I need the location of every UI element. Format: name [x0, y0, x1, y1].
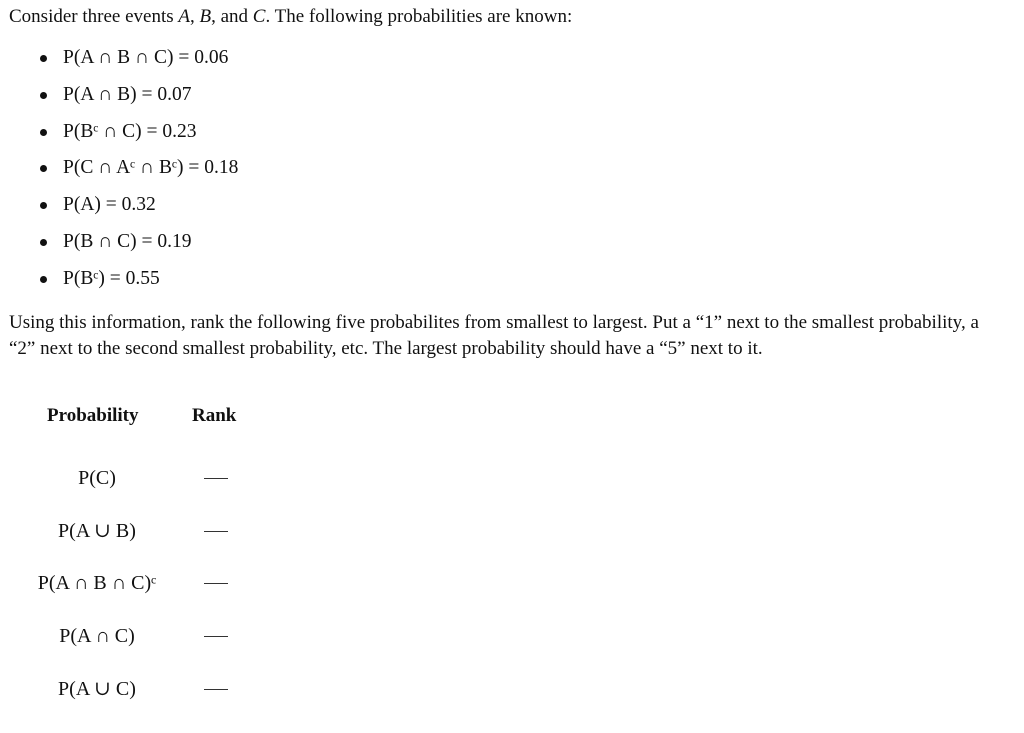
bullet-icon	[40, 276, 47, 283]
probability-expression: P(A ∩ B ∩ C)ᶜ	[37, 572, 157, 594]
known-probability-item	[40, 43, 238, 80]
probability-statement: P(Bᶜ) = 0.55	[63, 267, 160, 289]
ranking-instructions: Using this information, rank the following five probabilites from smallest to largest. Put a “1” next to the smallest probability, a “2” next to the second smallest probability, etc. The largest probability should have a “5” next to it.	[9, 312, 979, 359]
probability-expression: P(A ∪ B)	[58, 520, 136, 542]
known-probability-item	[40, 227, 238, 264]
probability-statement: P(C ∩ Aᶜ ∩ Bᶜ) = 0.18	[63, 157, 239, 179]
known-probabilities-list	[40, 43, 238, 301]
bullet-icon	[40, 129, 47, 136]
known-probability-item	[40, 117, 238, 154]
rank-blank[interactable]	[204, 478, 228, 479]
bullet-icon	[40, 239, 47, 246]
known-probability-item	[40, 264, 238, 301]
probability-statement: P(B ∩ C) = 0.19	[63, 230, 192, 252]
ranking-row	[0, 516, 300, 556]
ranking-row	[0, 674, 300, 714]
probability-statement: P(A) = 0.32	[63, 194, 156, 216]
probability-expression: P(A ∪ C)	[58, 678, 136, 700]
rank-blank[interactable]	[204, 689, 228, 690]
probability-expression: P(C)	[78, 467, 116, 489]
probability-statement: P(A ∩ B) = 0.07	[63, 83, 192, 105]
known-probability-item	[40, 153, 238, 190]
rank-blank[interactable]	[204, 583, 228, 584]
bullet-icon	[40, 55, 47, 62]
rank-column-header: Rank	[192, 405, 237, 426]
known-probability-item	[40, 190, 238, 227]
ranking-row	[0, 621, 300, 661]
probability-statement: P(Bᶜ ∩ C) = 0.23	[63, 120, 197, 142]
bullet-icon	[40, 92, 47, 99]
bullet-icon	[40, 202, 47, 209]
probability-statement: P(A ∩ B ∩ C) = 0.06	[63, 47, 229, 68]
ranking-row	[0, 463, 300, 503]
rank-blank[interactable]	[204, 531, 228, 532]
probability-expression: P(A ∩ C)	[59, 625, 135, 647]
known-probability-item	[40, 80, 238, 117]
probability-column-header: Probability	[47, 405, 139, 426]
bullet-icon	[40, 165, 47, 172]
ranking-row	[0, 568, 300, 608]
problem-intro: Consider three events A, B, and C. The following probabilities are known:	[9, 6, 573, 27]
rank-blank[interactable]	[204, 636, 228, 637]
